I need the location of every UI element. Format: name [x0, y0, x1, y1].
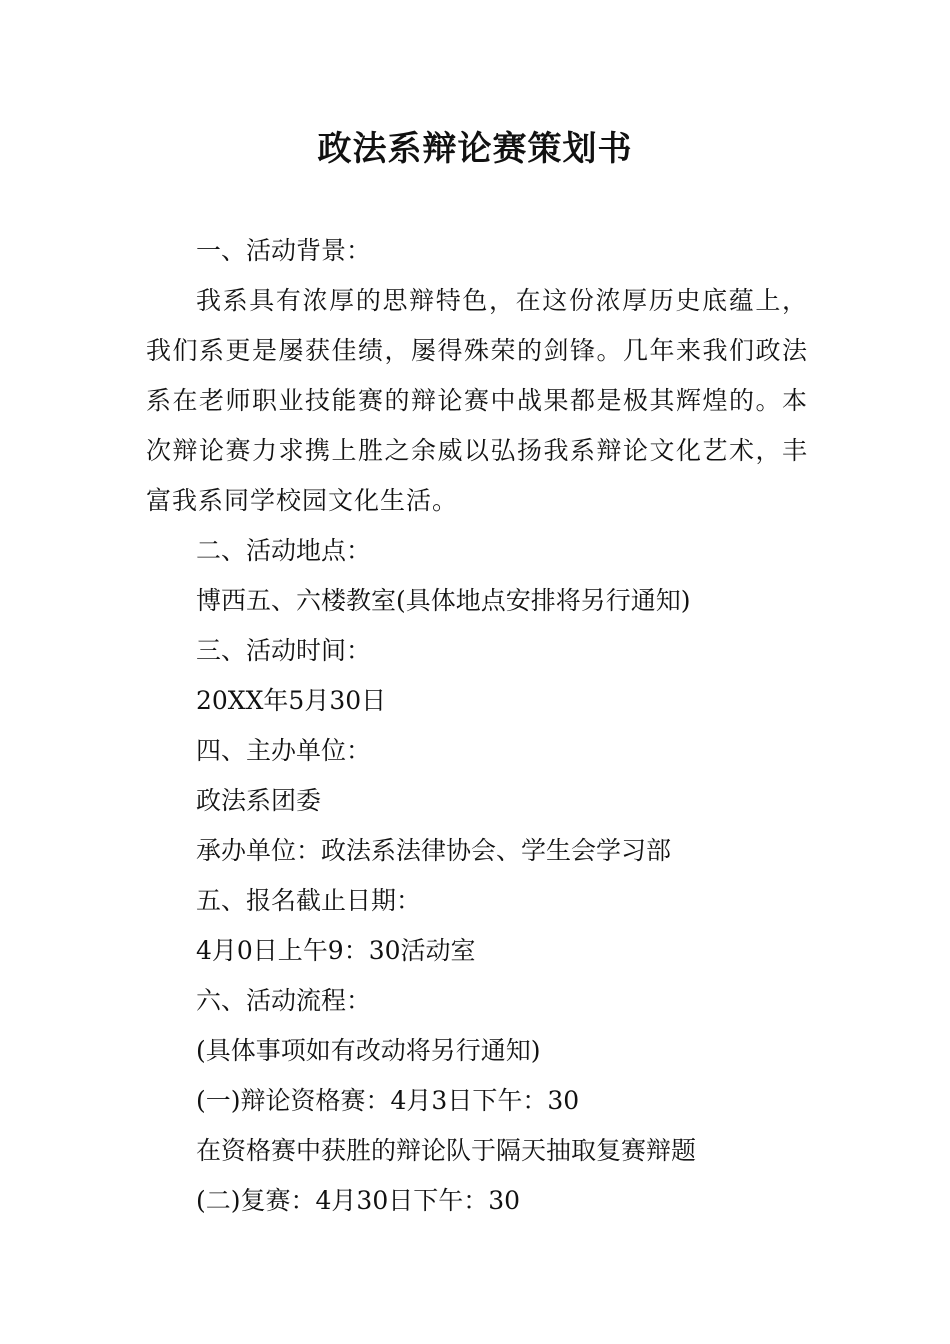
process-step-1: (一)辩论资格赛：4月3日下午：30 — [196, 1086, 580, 1115]
section-heading-location: 二、活动地点： — [196, 536, 372, 565]
time-text: 20XX年5月30日 — [196, 686, 387, 715]
co-organizer-text: 承办单位：政法系法律协会、学生会学习部 — [196, 836, 672, 865]
section-heading-time: 三、活动时间： — [196, 636, 372, 665]
process-step-1-detail: 在资格赛中获胜的辩论队于隔天抽取复赛辩题 — [196, 1136, 697, 1165]
section-heading-organizer: 四、主办单位： — [196, 736, 372, 765]
section-heading-background: 一、活动背景： — [196, 236, 372, 265]
process-note: (具体事项如有改动将另行通知) — [196, 1036, 541, 1065]
document-body — [146, 226, 808, 1226]
section-heading-process: 六、活动流程： — [196, 986, 372, 1015]
document-title: 政法系辩论赛策划书 — [317, 129, 633, 169]
section-heading-deadline: 五、报名截止日期： — [196, 886, 422, 915]
organizer-text: 政法系团委 — [196, 786, 322, 815]
location-text: 博西五、六楼教室(具体地点安排将另行通知) — [196, 586, 691, 615]
background-paragraph: 我系具有浓厚的思辩特色，在这份浓厚历史底蕴上，我们系更是屡获佳绩，屡得殊荣的剑锋。几年来我们政法系在老师职业技能赛的辩论赛中战果都是极其辉煌的。本次辩论赛力求携上胜之余威以弘扬我系辩论文化艺术，丰富我系同学校园文化生活。 — [146, 286, 808, 515]
process-step-2: (二)复赛：4月30日下午：30 — [196, 1186, 521, 1215]
deadline-text: 4月0日上午9：30活动室 — [196, 936, 476, 965]
